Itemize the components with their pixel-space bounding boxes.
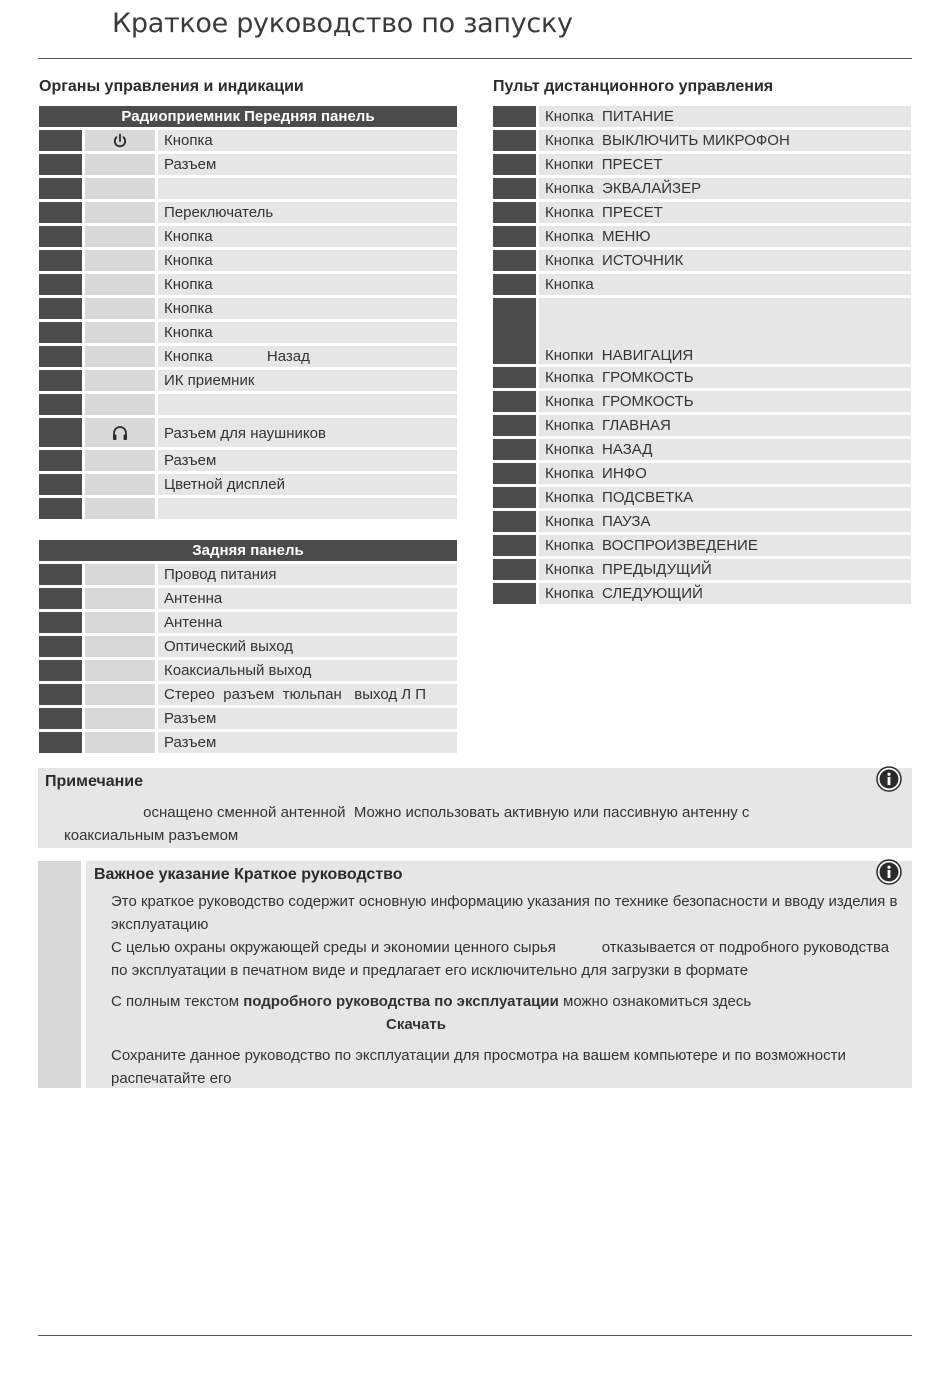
description-cell: Кнопки ПРЕСЕТ	[539, 154, 911, 175]
row-number-cell	[39, 498, 82, 519]
description-cell: Разъем для наушников	[158, 418, 457, 447]
row-number-cell	[39, 370, 82, 391]
description-cell: Антенна	[158, 588, 457, 609]
table-row	[493, 391, 911, 412]
table-row	[39, 732, 457, 753]
description-cell: Цветной дисплей	[158, 474, 457, 495]
important-paragraph-3	[111, 990, 901, 1013]
download-label[interactable]: Скачать	[386, 1016, 446, 1033]
important-notice	[38, 861, 912, 1088]
symbol-cell	[85, 660, 155, 681]
description-cell: Оптический выход	[158, 636, 457, 657]
row-number-cell	[39, 250, 82, 271]
row-number-cell	[493, 583, 536, 604]
table-row	[493, 439, 911, 460]
note-title: Примечание	[45, 773, 144, 790]
table-row	[493, 202, 911, 223]
nav-label: Кнопки НАВИГАЦИЯ	[545, 347, 694, 364]
description-cell: Кнопка ВЫКЛЮЧИТЬ МИКРОФОН	[539, 130, 911, 151]
row-number-cell	[493, 202, 536, 223]
table-row	[493, 415, 911, 436]
description-cell: Кнопка МЕНЮ	[539, 226, 911, 247]
symbol-cell	[85, 178, 155, 199]
table-row	[39, 612, 457, 633]
symbol-cell	[85, 202, 155, 223]
row-number-cell	[39, 474, 82, 495]
important-paragraph-1: Это краткое руководство содержит основную информацию указания по технике безопасности и вводу изделия в эксплуатацию	[111, 893, 898, 933]
description-cell: Кнопка ВОСПРОИЗВЕДЕНИЕ	[539, 535, 911, 556]
symbol-cell	[85, 612, 155, 633]
row-number-cell	[39, 588, 82, 609]
table-row	[493, 583, 911, 604]
page-title: Краткое руководство по запуску	[112, 8, 573, 39]
row-number-cell	[493, 226, 536, 247]
symbol-cell	[85, 346, 155, 367]
description-cell: Кнопка Назад	[158, 346, 457, 367]
table-row	[39, 564, 457, 585]
description-cell: Кнопка ГРОМКОСТЬ	[539, 391, 911, 412]
row-number-cell	[39, 178, 82, 199]
table-row	[493, 535, 911, 556]
note-box	[38, 768, 912, 848]
note-line-1: оснащено сменной антенной Можно использовать активную или пассивную антенну с	[64, 804, 750, 821]
row-number-cell	[39, 394, 82, 415]
description-cell: Разъем	[158, 708, 457, 729]
table-row	[493, 106, 911, 127]
table-row	[39, 498, 457, 519]
table-row	[39, 450, 457, 471]
row-number-cell	[493, 178, 536, 199]
table-row	[39, 178, 457, 199]
row-number-cell	[39, 154, 82, 175]
description-cell: Кнопка ИНФО	[539, 463, 911, 484]
table-row	[39, 474, 457, 495]
table-row	[39, 130, 457, 151]
row-number-cell	[493, 511, 536, 532]
table-row	[39, 370, 457, 391]
table-row	[493, 274, 911, 295]
table-row	[493, 226, 911, 247]
table-row	[39, 274, 457, 295]
table-row	[39, 298, 457, 319]
description-cell: Антенна	[158, 612, 457, 633]
title-divider	[38, 58, 912, 59]
description-cell: Разъем	[158, 450, 457, 471]
table-row	[493, 154, 911, 175]
table-row	[493, 559, 911, 580]
row-number-cell	[39, 708, 82, 729]
row-number-cell	[493, 367, 536, 388]
description-cell: Кнопка ЭКВАЛАЙЗЕР	[539, 178, 911, 199]
footer-divider	[38, 1335, 912, 1336]
description-cell: Кнопка	[158, 298, 457, 319]
manual-link-text: подробного руководства по эксплуатации	[243, 993, 559, 1010]
rear-panel-table	[39, 564, 457, 753]
row-number-cell	[493, 154, 536, 175]
row-number-cell	[493, 439, 536, 460]
remote-heading: Пульт дистанционного управления	[493, 78, 774, 95]
info-icon	[876, 766, 902, 792]
symbol-cell	[85, 636, 155, 657]
remote-column	[493, 106, 911, 607]
description-cell: Кнопка	[539, 274, 911, 295]
important-side-strip	[38, 861, 81, 1088]
table-row	[493, 367, 911, 388]
description-cell	[158, 498, 457, 519]
description-cell: Кнопка СЛЕДУЮЩИЙ	[539, 583, 911, 604]
row-number-cell	[39, 322, 82, 343]
description-cell: Кнопка	[158, 250, 457, 271]
symbol-cell	[85, 274, 155, 295]
symbol-cell	[85, 130, 155, 151]
row-number-cell	[493, 250, 536, 271]
symbol-cell	[85, 564, 155, 585]
row-number-cell	[39, 202, 82, 223]
controls-heading: Органы управления и индикации	[39, 78, 304, 95]
row-number-cell	[39, 612, 82, 633]
note-line-2: коаксиальным разъемом	[64, 827, 239, 844]
front-panel-header: Радиоприемник Передняя панель	[39, 106, 457, 127]
row-number-cell	[493, 463, 536, 484]
row-number-cell	[493, 391, 536, 412]
description-cell	[158, 178, 457, 199]
row-number-cell	[39, 130, 82, 151]
description-cell: Кнопка ИСТОЧНИК	[539, 250, 911, 271]
important-paragraph-2: С целью охраны окружающей среды и экономии ценного сырья отказывается от подробного руководства по эксплуатации в печатном виде и предлагает его исключительно для загрузки в формате	[111, 939, 894, 979]
row-number-cell	[493, 106, 536, 127]
description-cell	[158, 394, 457, 415]
description-cell: Переключатель	[158, 202, 457, 223]
description-cell: ИК приемник	[158, 370, 457, 391]
table-row	[493, 463, 911, 484]
row-number-cell	[493, 274, 536, 295]
description-cell: Кнопка ПАУЗА	[539, 511, 911, 532]
table-row	[493, 487, 911, 508]
symbol-cell	[85, 498, 155, 519]
important-body	[111, 890, 901, 1090]
table-row	[39, 346, 457, 367]
row-number-cell	[39, 274, 82, 295]
table-row	[39, 226, 457, 247]
table-row	[39, 202, 457, 223]
row-number-cell	[39, 418, 82, 447]
description-cell: Кнопка	[158, 226, 457, 247]
table-row	[39, 588, 457, 609]
table-row	[39, 250, 457, 271]
description-cell: Коаксиальный выход	[158, 660, 457, 681]
symbol-cell	[85, 370, 155, 391]
row-number-cell	[39, 226, 82, 247]
rear-panel-header: Задняя панель	[39, 540, 457, 561]
row-number-cell	[39, 450, 82, 471]
row-number-cell	[39, 298, 82, 319]
row-number-cell	[39, 564, 82, 585]
table-row	[39, 684, 457, 705]
symbol-cell	[85, 450, 155, 471]
symbol-cell	[85, 322, 155, 343]
row-number-cell	[493, 559, 536, 580]
table-row	[39, 636, 457, 657]
important-paragraph-4: Сохраните данное руководство по эксплуатации для просмотра на вашем компьютере и по возможности распечатайте его	[111, 1047, 846, 1087]
table-row	[39, 322, 457, 343]
description-cell: Провод питания	[158, 564, 457, 585]
front-panel-table	[39, 130, 457, 519]
description-cell: Кнопка ПОДСВЕТКА	[539, 487, 911, 508]
description-cell: Стерео разъем тюльпан выход Л П	[158, 684, 457, 705]
table-row	[39, 660, 457, 681]
controls-column	[39, 106, 457, 756]
symbol-cell	[85, 154, 155, 175]
p3-post: можно ознакомиться здесь	[558, 993, 752, 1010]
symbol-cell	[85, 226, 155, 247]
description-cell: Кнопка ГЛАВНАЯ	[539, 415, 911, 436]
row-number-cell	[493, 130, 536, 151]
note-text	[64, 801, 884, 847]
p3-pre: С полным текстом	[111, 993, 244, 1010]
row-number-cell	[39, 660, 82, 681]
row-number-cell	[493, 298, 536, 364]
important-box	[86, 861, 912, 1088]
table-row	[39, 708, 457, 729]
row-number-cell	[493, 415, 536, 436]
table-row	[493, 250, 911, 271]
description-cell: Кнопка ПРЕСЕТ	[539, 202, 911, 223]
description-cell: Разъем	[158, 154, 457, 175]
description-cell: Кнопка ГРОМКОСТЬ	[539, 367, 911, 388]
symbol-cell	[85, 250, 155, 271]
info-icon	[876, 859, 902, 885]
description-cell: Кнопка	[158, 274, 457, 295]
description-cell: Разъем	[158, 732, 457, 753]
symbol-cell	[85, 684, 155, 705]
description-cell: Кнопка ПИТАНИЕ	[539, 106, 911, 127]
remote-row-navigation	[493, 298, 911, 364]
row-number-cell	[493, 535, 536, 556]
symbol-cell	[85, 298, 155, 319]
symbol-cell	[85, 708, 155, 729]
row-number-cell	[39, 732, 82, 753]
table-row	[493, 178, 911, 199]
remote-table-continued	[493, 367, 911, 604]
row-number-cell	[39, 684, 82, 705]
description-cell: Кнопка ПРЕДЫДУЩИЙ	[539, 559, 911, 580]
symbol-cell	[85, 732, 155, 753]
remote-table	[493, 106, 911, 295]
symbol-cell	[85, 588, 155, 609]
symbol-cell	[85, 418, 155, 447]
table-row	[493, 130, 911, 151]
description-cell: Кнопка НАЗАД	[539, 439, 911, 460]
table-row	[39, 394, 457, 415]
description-cell: Кнопка	[158, 322, 457, 343]
row-number-cell	[39, 636, 82, 657]
table-row	[39, 418, 457, 447]
row-number-cell	[493, 487, 536, 508]
important-title: Важное указание Краткое руководство	[94, 866, 403, 883]
table-row	[39, 154, 457, 175]
symbol-cell	[85, 474, 155, 495]
symbol-cell	[85, 394, 155, 415]
table-row	[493, 511, 911, 532]
power-icon	[112, 133, 128, 149]
row-number-cell	[39, 346, 82, 367]
description-cell: Кнопка	[158, 130, 457, 151]
headphones-icon	[111, 424, 129, 442]
remote-nav-text	[539, 298, 911, 364]
